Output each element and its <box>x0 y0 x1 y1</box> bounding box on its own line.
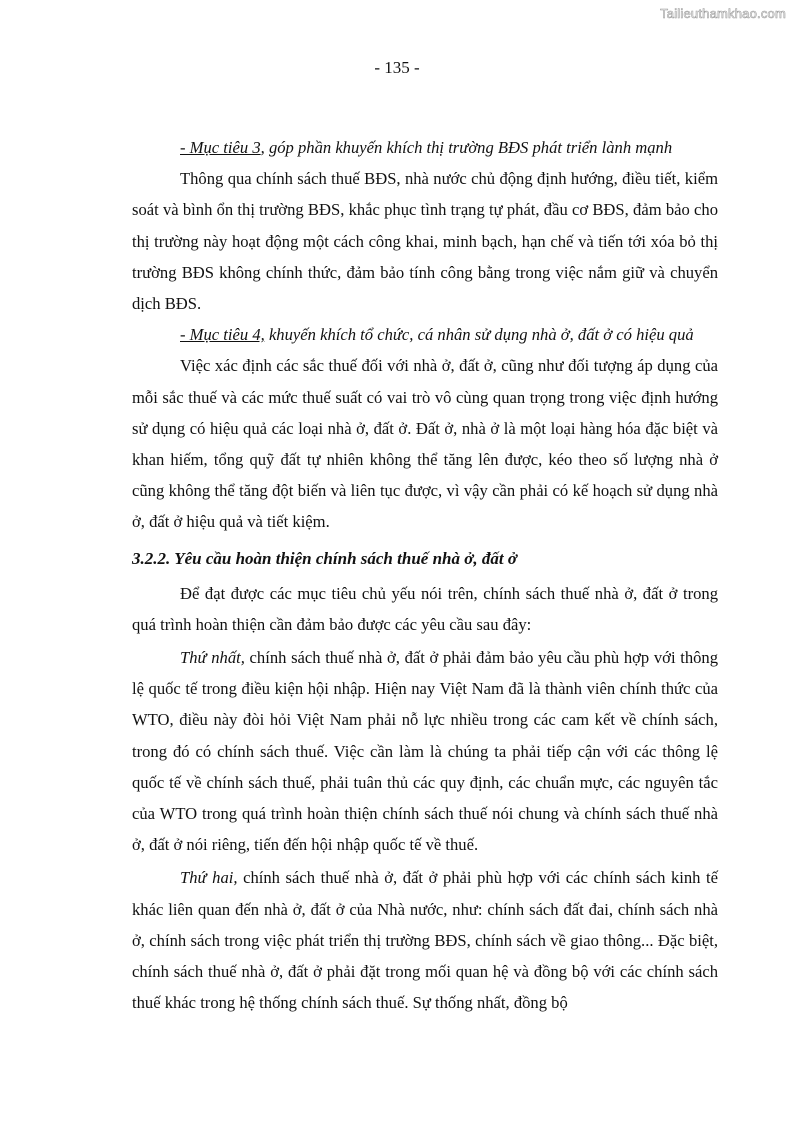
document-body <box>132 132 718 1018</box>
paragraph-4-text: chính sách thuế nhà ở, đất ở phải đảm bảo yêu cầu phù hợp với thông lệ quốc tế trong điều kiện hội nhập. Hiện nay Việt Nam đã là thành viên chính thức của WTO, điều này đòi hỏi Việt Nam phải nỗ lực nhiều trong các cam kết về chính sách, trong đó có chính sách thuế. Việc cần làm là chúng ta phải tiếp cận với các thông lệ quốc tế về chính sách thuế, phải tuân thủ các quy định, các chuẩn mực, các nguyên tắc của WTO trong quá trình hoàn thiện chính sách thuế nói chung và chính sách thuế nhà ở, đất ở nói riêng, tiến đến hội nhập quốc tế về thuế. <box>132 648 719 855</box>
goal-4-heading <box>132 319 718 350</box>
goal-4-text: khuyến khích tổ chức, cá nhân sử dụng nhà ở, đất ở có hiệu quả <box>264 325 694 345</box>
goal-3-text: , góp phần khuyến khích thị trường BĐS phát triển lành mạnh <box>260 138 673 157</box>
paragraph-3: Để đạt được các mục tiêu chủ yếu nói trên, chính sách thuế nhà ở, đất ở trong quá trình hoàn thiện cần đảm bảo được các yêu cầu sau đây: <box>132 583 718 634</box>
section-heading: 3.2.2. Yêu cầu hoàn thiện chính sách thuế nhà ở, đất ở <box>132 548 517 568</box>
goal-3-label: - Mục tiêu 3 <box>180 138 261 157</box>
paragraph-5 <box>132 862 718 1018</box>
paragraph-4 <box>132 642 718 860</box>
paragraph-2: Việc xác định các sắc thuế đối với nhà ở, đất ở, cũng như đối tượng áp dụng của mỗi sắc thuế và các mức thuế suất có vai trò vô cùng quan trọng trong việc định hướng sử dụng có hiệu quả các loại nhà ở, đất ở. Đất ở, nhà ở là một loại hàng hóa đặc biệt và khan hiếm, tổng quỹ đất tự nhiên không thể tăng lên được, kéo theo số lượng nhà ở cũng không thể tăng đột biến và liên tục được, vì vậy cần phải có kế hoạch sử dụng nhà ở, đất ở hiệu quả và tiết kiệm. <box>132 356 718 532</box>
goal-3-heading <box>132 132 718 163</box>
paragraph-5-lead: Thứ hai, <box>180 868 238 888</box>
watermark: Tailieuthamkhao.com <box>660 6 786 21</box>
paragraph-4-lead: Thứ nhất, <box>180 648 245 668</box>
paragraph-1: Thông qua chính sách thuế BĐS, nhà nước chủ động định hướng, điều tiết, kiểm soát và bình ổn thị trường BĐS, khắc phục tình trạng tự phát, đầu cơ BĐS, đảm bảo cho thị trường này hoạt động một cách công khai, minh bạch, hạn chế và tiến tới xóa bỏ thị trường BĐS không chính thức, đảm bảo tính công bằng trong việc nắm giữ và chuyển dịch BĐS. <box>132 169 718 314</box>
paragraph-5-text: chính sách thuế nhà ở, đất ở phải phù hợp với các chính sách kinh tế khác liên quan đến nhà ở, đất ở của Nhà nước, như: chính sách đất đai, chính sách nhà ở, chính sách trong việc phát triển thị trường BĐS, chính sách về giao thông... Đặc biệt, chính sách thuế nhà ở, đất ở phải đặt trong mối quan hệ và đồng bộ với các chính sách thuế khác trong hệ thống chính sách thuế. Sự thống nhất, đồng bộ <box>132 868 718 1013</box>
goal-4-label: - Mục tiêu 4, <box>180 325 265 345</box>
page-number: - 135 - <box>374 58 420 77</box>
